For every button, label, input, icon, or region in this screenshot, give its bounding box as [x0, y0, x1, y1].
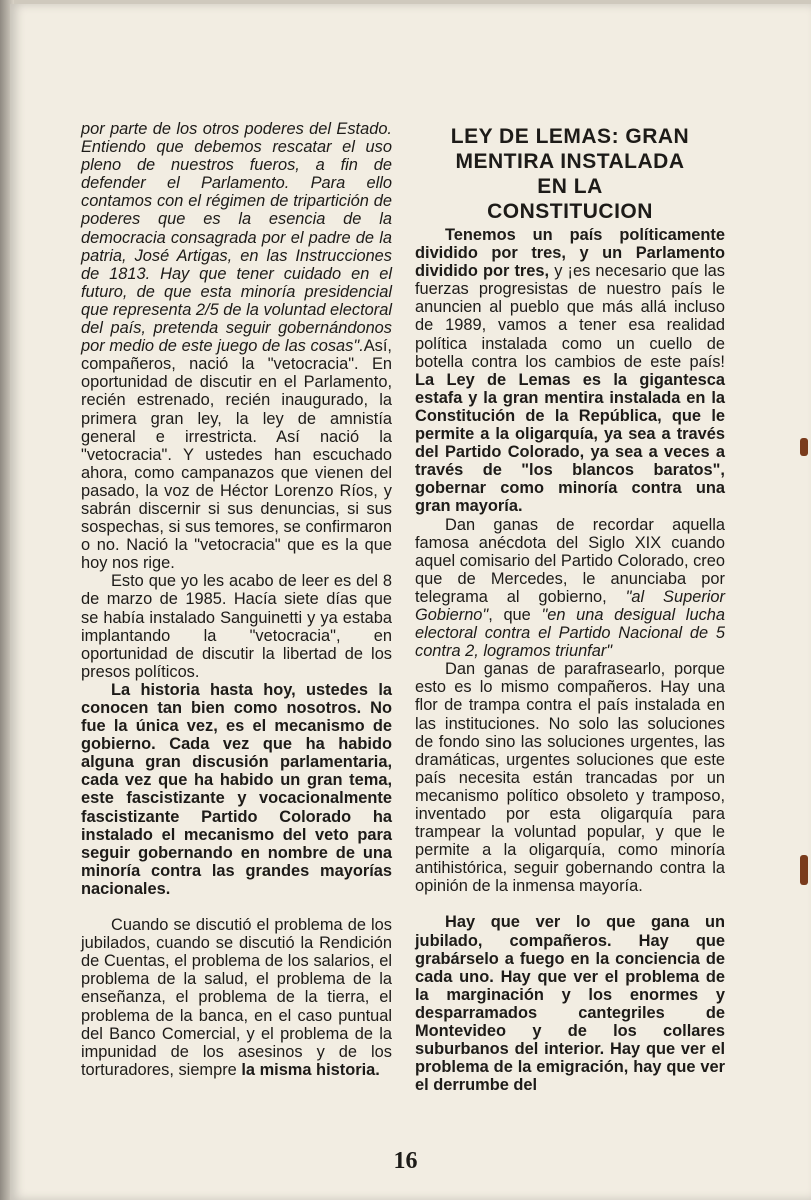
right-paragraph-3: Dan ganas de parafrasearlo, porque esto es lo mismo compañeros. Hay una flor de trampa contra el país instalada en las instituciones. No solo las soluciones de fondo sino las soluciones urgentes, las dramáticas, urgentes soluciones que este país necesita están trancadas por un mecanismo político obsoleto y tramposo, inventado por esta oligarquía para trampear la voluntad popular, y que le permite a la oligarquía, como minoría antihistórica, seguir gobernando contra la opinión de la inmensa mayoría.	[415, 660, 725, 896]
quote-italic-text: "al Superior Gobierno"	[415, 587, 725, 624]
body-text: y ¡es necesario que las fuerzas progresistas de nuestro país le anuncien al pueblo que más allá incluso de 1989, vamos a tener esa realidad política instalada como un cuello de botella contra los cambios de este país!	[415, 262, 725, 371]
left-paragraph-4	[81, 916, 392, 1079]
page-number: 16	[393, 1148, 418, 1174]
quote-italic-text: "en una desigual lucha electoral contra el Partido Nacional de 5 contra 2, logramos triunfar"	[415, 605, 725, 661]
body-text: Dan ganas de recordar aquella famosa anécdota del Siglo XIX cuando aquel comisario del Partido Colorado, creo que de Mercedes, le anunciaba por telegrama al gobierno,	[415, 515, 725, 606]
heading-line: EN LA	[537, 175, 603, 198]
body-text: Cuando se discutió el problema de los jubilados, cuando se discutió la Rendición de Cuentas, el problema de los salarios, el problema de la salud, el problema de la enseñanza, el problema de la tierra, el problema de la banca, en el caso puntual del Banco Comercial, y el problema de la impunidad de los asesinos y de los torturadores, siempre	[81, 916, 392, 1079]
left-paragraph-1	[81, 120, 392, 572]
heading-line: LEY DE LEMAS: GRAN	[450, 125, 690, 148]
right-paragraph-1	[415, 226, 725, 516]
left-paragraph-3: La historia hasta hoy, ustedes la conocen tan bien como nosotros. No fue la única vez, es el mecanismo de gobierno. Cada vez que ha habido alguna gran discusión parlamentaria, cada vez que ha habido un gran tema, este fascistizante y vocacionalmente fascistizante Partido Colorado ha instalado el mecanismo del veto para seguir gobernando en nombre de una minoría contra las grandes mayorías nacionales.	[81, 680, 392, 898]
quote-italic-text: por parte de los otros poderes del Estado. Entiendo que debemos rescatar el uso pleno de nuestros fueros, a fin de defender el Parlamento. Para ello contamos con el régimen de tripartición de poderes que es la esencia de la democracia consagrada por el padre de la patria, José Artigas, en las Instrucciones de 1813. Hay que tener cuidado en el futuro, de que esta minoría presidencial que representa 2/5 de la voluntad electoral del país, pretenda seguir gobernándonos por medio de este juego de las cosas".	[81, 120, 392, 356]
body-text: , que	[488, 605, 542, 624]
left-column	[81, 120, 392, 1079]
section-heading	[415, 124, 725, 224]
heading-line: CONSTITUCION	[487, 200, 653, 223]
body-bold-text: Tenemos un país políticamente dividido por tres, y un Parlamento dividido por tres,	[415, 226, 725, 281]
stain-mark	[800, 855, 808, 885]
right-column	[415, 124, 725, 1094]
stain-mark	[800, 438, 808, 456]
right-paragraph-2	[415, 516, 725, 661]
right-paragraph-4: Hay que ver lo que gana un jubilado, compañeros. Hay que grabárselo a fuego en la conciencia de cada uno. Hay que ver el problema de la marginación y los enormes y desparramados cantegriles de Montevideo y de los collares suburbanos del interior. Hay que ver el problema de la emigración, hay que ver el derrumbe del	[415, 913, 725, 1095]
body-bold-text: La Ley de Lemas es la gigantesca estafa y la gran mentira instalada en la Constitución de la República, que le permite a la oligarquía, ya sea a través del Partido Colorado, ya sea a veces a través de "los blancos baratos", gobernar como minoría contra una gran mayoría.	[415, 370, 725, 516]
body-text: Así, compañeros, nació la "vetocracia". En oportunidad de discutir en el Parlamento, recién estrenado, recién inaugurado, la primera gran ley, la ley de amnistía general e irrestricta. Así nació la "vetocracia". Y ustedes han escuchado ahora, como campanazos que vienen del pasado, la voz de Héctor Lorenzo Ríos, y sabrán discernir si sus denuncias, si sus sospechas, si sus temores, se confirmaron o no. Nació la "vetocracia" que es la que hoy nos rige.	[81, 337, 392, 573]
body-bold-text: la misma historia.	[241, 1060, 380, 1079]
left-paragraph-2: Esto que yo les acabo de leer es del 8 de marzo de 1985. Hacía siete días que se había instalado Sanguinetti y ya estaba implantando la "vetocracia", en oportunidad de discutir la libertad de los presos políticos.	[81, 572, 392, 681]
heading-line: MENTIRA INSTALADA	[455, 150, 685, 173]
